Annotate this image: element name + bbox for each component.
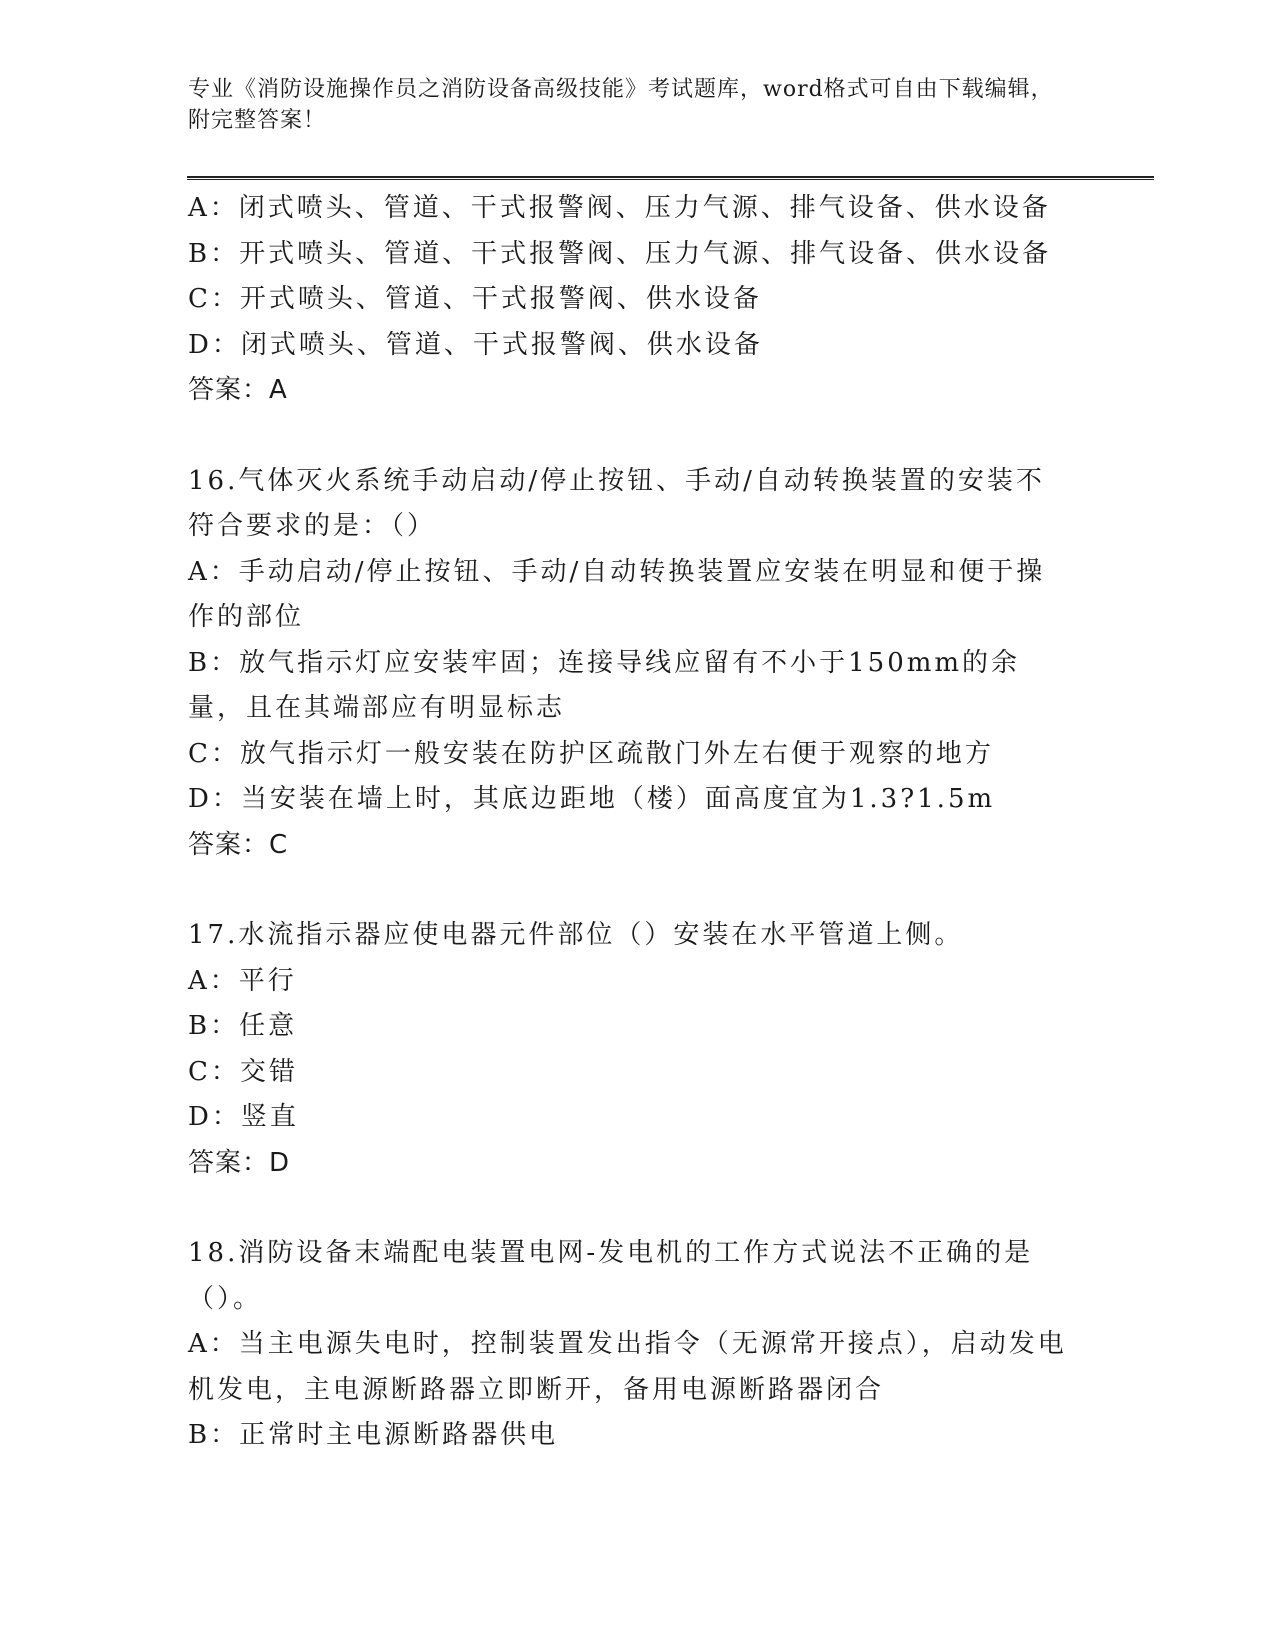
question-spacer	[188, 868, 1068, 913]
option-c: C：交错	[188, 1056, 298, 1087]
option-b: B：放气指示灯应安装牢固；连接导线应留有不小于150mm的余量，且在其端部应有明显标志	[188, 647, 1021, 723]
question-spacer	[188, 1186, 1068, 1231]
question-spacer	[188, 414, 1068, 459]
answer-line: 答案：D	[188, 1147, 291, 1178]
header-divider	[187, 176, 1154, 180]
option-d: D：闭式喷头、管道、干式报警阀、供水设备	[188, 329, 763, 360]
answer-line: 答案：C	[188, 829, 289, 860]
option-a: A：当主电源失电时，控制装置发出指令（无源常开接点），启动发电机发电，主电源断路器立即断开，备用电源断路器闭合	[188, 1329, 1067, 1405]
option-b: B：任意	[188, 1011, 298, 1041]
option-a: A：平行	[188, 965, 297, 996]
option-c: C：放气指示灯一般安装在防护区疏散门外左右便于观察的地方	[188, 738, 994, 769]
answer-line: 答案：A	[188, 375, 288, 405]
question-block-17	[188, 913, 1068, 1186]
question-block-18	[188, 1231, 1068, 1459]
question-stem: 16.气体灭火系统手动启动/停止按钮、手动/自动转换装置的安装不符合要求的是：（）	[188, 465, 1045, 541]
question-list	[188, 186, 1068, 1459]
question-block-16	[188, 459, 1068, 869]
question-block-15	[188, 186, 1068, 414]
question-stem: 18.消防设备末端配电装置电网-发电机的工作方式说法不正确的是（）。	[188, 1238, 1034, 1314]
option-b: B：正常时主电源断路器供电	[188, 1420, 559, 1450]
option-d: D：竖直	[188, 1102, 299, 1132]
document-header: 专业《消防设施操作员之消防设备高级技能》考试题库，word格式可自由下载编辑，附完整答案！	[188, 77, 1054, 133]
option-d: D：当安装在墙上时，其底边距地（楼）面高度宜为1.3?1.5m	[188, 784, 996, 814]
option-a: A：手动启动/停止按钮、手动/自动转换装置应安装在明显和便于操作的部位	[188, 556, 1046, 632]
question-stem: 17.水流指示器应使电器元件部位（）安装在水平管道上侧。	[188, 920, 964, 950]
option-a: A：闭式喷头、管道、干式报警阀、压力气源、排气设备、供水设备	[188, 193, 1051, 223]
option-c: C：开式喷头、管道、干式报警阀、供水设备	[188, 284, 762, 314]
option-b: B：开式喷头、管道、干式报警阀、压力气源、排气设备、供水设备	[188, 238, 1052, 269]
